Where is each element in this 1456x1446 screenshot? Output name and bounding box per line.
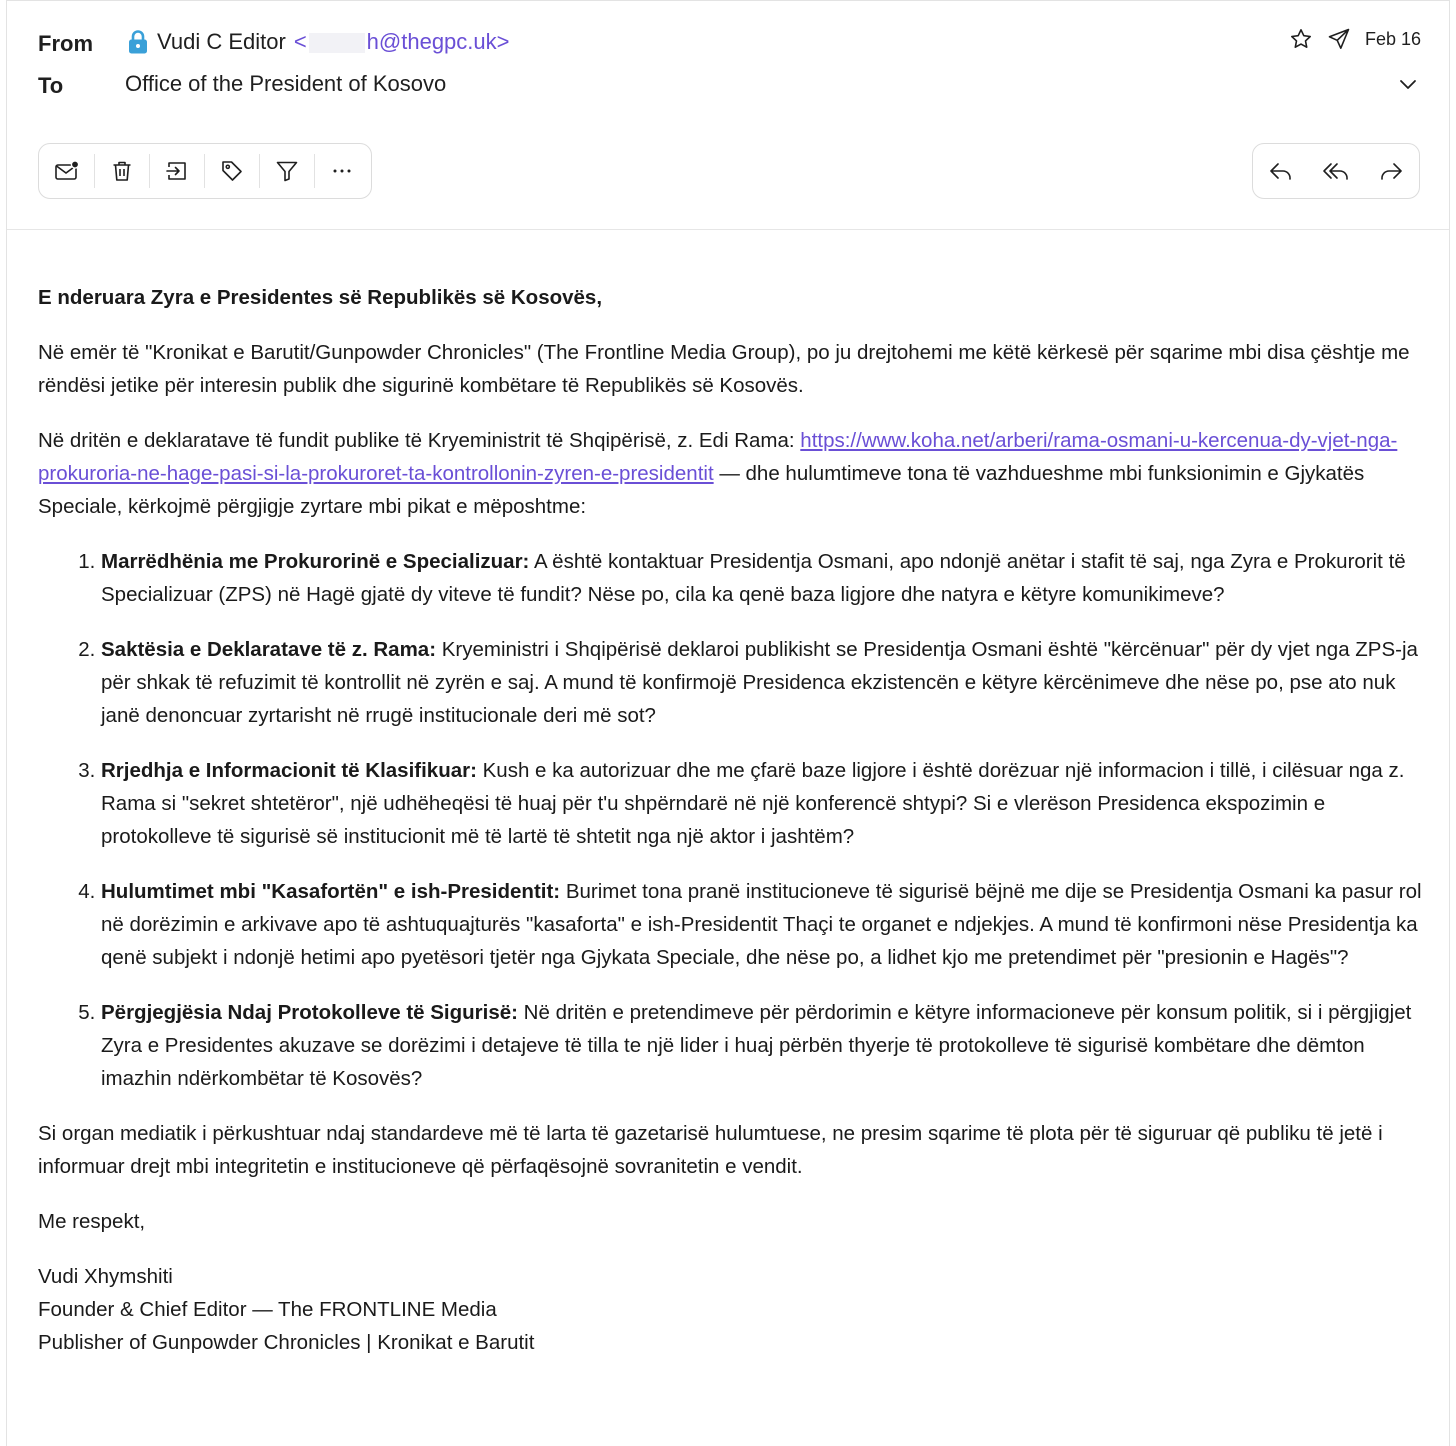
question-title: Përgjegjësia Ndaj Protokolleve të Sigurisë: — [101, 1001, 518, 1024]
greeting: E nderuara Zyra e Presidentes së Republikës së Kosovës, — [38, 286, 603, 309]
sign-off: Me respekt, — [38, 1210, 146, 1233]
context-paragraph — [38, 424, 1428, 523]
email-body — [38, 281, 1428, 1359]
forward-icon[interactable] — [1363, 144, 1418, 198]
lock-icon — [127, 29, 149, 55]
signature-title: Founder & Chief Editor — The FRONTLINE Media — [38, 1298, 497, 1321]
sender-email-prefix: < — [293, 29, 307, 54]
email-date: Feb 16 — [1364, 28, 1421, 49]
filter-icon[interactable] — [259, 144, 314, 198]
list-item — [101, 754, 1428, 853]
star-icon[interactable] — [1289, 27, 1313, 51]
question-title: Marrëdhënia me Prokurorinë e Specializuar: — [101, 550, 530, 573]
context-text-after: — dhe hulumtimeve tona të vazhdueshme mbi funksionimin e Gjykatës Speciale, kërkojmë përgjigje zyrtare mbi pikat e mëposhtme: — [38, 462, 1365, 518]
question-title: Rrjedhja e Informacionit të Klasifikuar: — [101, 759, 477, 782]
message-toolbar — [38, 143, 372, 199]
sender-email-suffix: h@thegpc.uk> — [366, 29, 510, 54]
question-title: Hulumtimet mbi "Kasafortën" e ish-Presidentit: — [101, 880, 561, 903]
question-text: Në dritën e pretendimeve për përdorimin e këtyre informacioneve për konsum politik, si i përgjigjet Zyra e Presidentes akuzave se dorëzimi i detajeve të tilla te një lider i huaj përbën thyerje të protokolleve të sigurisë kombëtare dhe dëmton imazhin ndërkombëtar të Kosovës? — [101, 1001, 1412, 1090]
to-label: To — [38, 73, 64, 98]
list-item — [101, 545, 1428, 611]
closing-paragraph: Si organ mediatik i përkushtuar ndaj standardeve më të larta të gazetarisë hulumtuese, ne presim sqarime të plota për të siguruar që publiku të jetë i informuar drejt mbi integritetin e institucioneve që përfaqësojnë sovranitetin e vendit. — [38, 1122, 1383, 1178]
intro-paragraph: Në emër të "Kronikat e Barutit/Gunpowder Chronicles" (The Frontline Media Group), po ju drejtohemi me këtë kërkesë për sqarime mbi disa çështje me rëndësi jetike për interesin publik dhe sigurinë kombëtare të Republikës së Kosovës. — [38, 341, 1410, 397]
question-text: Kryeministri i Shqipërisë deklaroi publikisht se Presidentja Osmani është "kërcënuar" për dy vjet nga ZPS-ja për shkak të refuzimit të kontrollit në zyrën e saj. A mund të konfirmojë Presidenca ekzistencën e këtyre kërcënimeve dhe nëse po, pse ato nuk janë denoncuar zyrtarisht në rrugë institucionale deri më sot? — [101, 638, 1418, 727]
list-item — [101, 875, 1428, 974]
sender[interactable] — [127, 29, 510, 55]
sent-icon — [1327, 27, 1351, 51]
list-item — [101, 996, 1428, 1095]
chevron-down-icon[interactable] — [1397, 73, 1419, 95]
list-item — [101, 633, 1428, 732]
signature-publisher: Publisher of Gunpowder Chronicles | Kronikat e Barutit — [38, 1331, 535, 1354]
more-icon[interactable] — [314, 144, 369, 198]
redacted-block — [309, 33, 365, 53]
email-header — [7, 1, 1449, 230]
sender-email[interactable] — [294, 29, 510, 55]
reply-toolbar — [1252, 143, 1420, 199]
signature — [38, 1260, 1428, 1359]
move-to-folder-icon[interactable] — [149, 144, 204, 198]
question-text: Kush e ka autorizuar dhe me çfarë baze ligjore i është dorëzuar një informacion i tillë, i cilësuar nga z. Rama si "sekret shtetëror", një udhëheqësi të huaj për t'u shpërndarë në një konferencë shtypi? Si e vlerëson Presidenca ekspozimin e protokolleve të sigurisë së institucionit më të lartë të shtetit nga një aktor i jashtëm? — [101, 759, 1405, 848]
tag-icon[interactable] — [204, 144, 259, 198]
koha-article-link[interactable]: https://www.koha.net/arberi/rama-osmani-u-kercenua-dy-vjet-nga-prokuroria-ne-hage-pasi-si-la-prokuroret-ta-kontrollonin-zyren-e-presidentit — [38, 429, 1398, 485]
signature-name: Vudi Xhymshiti — [38, 1265, 173, 1288]
header-actions — [1289, 27, 1421, 51]
question-text: A është kontaktuar Presidentja Osmani, apo ndonjë anëtar i stafit të saj, nga Zyra e Prokurorit të Specializuar (ZPS) në Hagë gjatë dy viteve të fundit? Nëse po, cila ka qenë baza ligjore dhe natyra e këtyre komunikimeve? — [101, 550, 1406, 606]
question-text: Burimet tona pranë institucioneve të sigurisë bëjnë me dije se Presidentja Osmani ka pasur rol në dorëzimin e arkivave apo të ashtuquajturës "kasaforta" e ish-Presidentit Thaçi te organet e ndjekjes. A mund të konfirmoni nëse Presidentja ka qenë subjekt i ndonjë hetimi apo pyetësori tjetër nga Gjykata Speciale, dhe nëse po, a lidhet kjo me pretendimet për "presionin e Hagës"? — [101, 880, 1422, 969]
question-title: Saktësia e Deklaratave të z. Rama: — [101, 638, 437, 661]
recipient[interactable]: Office of the President of Kosovo — [125, 71, 447, 96]
reply-all-icon[interactable] — [1308, 144, 1363, 198]
mark-unread-icon[interactable] — [39, 144, 94, 198]
sender-name: Vudi C Editor — [157, 29, 286, 54]
questions-list — [38, 545, 1428, 1095]
from-label: From — [38, 31, 93, 56]
reply-icon[interactable] — [1253, 144, 1308, 198]
email-view — [6, 0, 1450, 1446]
context-text: Në dritën e deklaratave të fundit publike të Kryeministrit të Shqipërisë, z. Edi Rama: — [38, 429, 801, 452]
trash-icon[interactable] — [94, 144, 149, 198]
